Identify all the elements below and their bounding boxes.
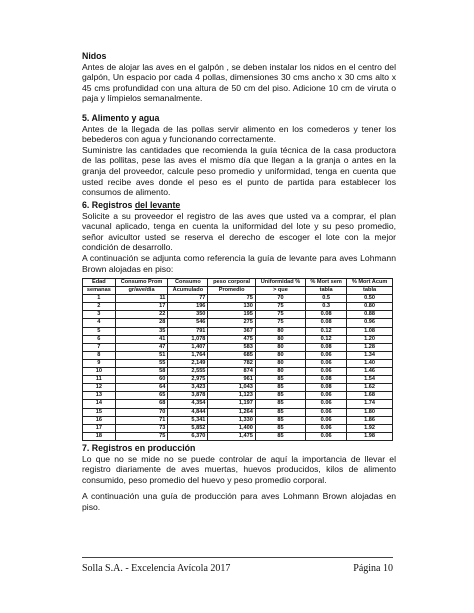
footer-divider: [82, 557, 393, 558]
table-cell: 80: [255, 327, 305, 335]
header-cell: % Mort sem: [306, 279, 347, 287]
table-cell: 0.5: [306, 295, 347, 303]
table-cell: 10: [83, 368, 116, 376]
table-cell: 0.06: [306, 368, 347, 376]
levante-guide-table: [82, 278, 393, 441]
table-cell: 1.98: [347, 432, 393, 440]
table-cell: 14: [83, 400, 116, 408]
table-cell: 0.12: [306, 335, 347, 343]
table-row: [83, 335, 393, 343]
table-cell: 0.80: [347, 303, 393, 311]
table-cell: 85: [255, 384, 305, 392]
table-row: [83, 319, 393, 327]
table-cell: 0.06: [306, 432, 347, 440]
table-cell: 0.06: [306, 416, 347, 424]
table-row: [83, 400, 393, 408]
table-cell: 85: [255, 432, 305, 440]
table-cell: 5: [83, 327, 116, 335]
table-row: [83, 384, 393, 392]
header-cell: Consumo Prom: [115, 279, 168, 287]
title-underlined: del levante: [134, 200, 181, 210]
table-cell: 75: [208, 295, 255, 303]
table-cell: 1.34: [347, 351, 393, 359]
table-cell: 80: [255, 359, 305, 367]
header-cell: tabla: [306, 287, 347, 295]
table-cell: 5,852: [168, 424, 208, 432]
table-row: [83, 311, 393, 319]
header-cell: % Mort Acum: [347, 279, 393, 287]
table-cell: 5,341: [168, 416, 208, 424]
table-cell: 0.06: [306, 408, 347, 416]
table-row: [83, 327, 393, 335]
table-cell: 1.74: [347, 400, 393, 408]
table-cell: 1.92: [347, 424, 393, 432]
table-cell: 0.88: [347, 311, 393, 319]
paragraph-nidos: Antes de alojar las aves en el galpón , se deben instalar los nidos en el centro del galpón, Un espacio por cada 4 pollas, dimensiones 30 cms ancho x 30 cms alto x 45 cms profundidad con una altura de 50 cm del piso. Adicione 10 cm de viruta o paja y límpielos semanalmente.: [82, 61, 396, 104]
table-cell: 1,400: [208, 424, 255, 432]
table-cell: 782: [208, 359, 255, 367]
table-cell: 65: [115, 392, 168, 400]
table-cell: 0.50: [347, 295, 393, 303]
header-cell: > que: [255, 287, 305, 295]
table-cell: 85: [255, 416, 305, 424]
table-cell: 350: [168, 311, 208, 319]
table-cell: 1.46: [347, 368, 393, 376]
table-row: [83, 368, 393, 376]
table-cell: 0.08: [306, 319, 347, 327]
table-cell: 77: [168, 295, 208, 303]
table-cell: 1,078: [168, 335, 208, 343]
table-cell: 13: [83, 392, 116, 400]
table-cell: 7: [83, 343, 116, 351]
table-cell: 2,555: [168, 368, 208, 376]
table-cell: 75: [255, 303, 305, 311]
table-cell: 85: [255, 376, 305, 384]
header-cell: Promedio: [208, 287, 255, 295]
paragraph-alimento-1: Antes de la llegada de las pollas servir alimento en los comederos y tener los bebederos con agua y funcionando correctamente.: [82, 123, 396, 145]
table-cell: 9: [83, 359, 116, 367]
table-cell: 11: [115, 295, 168, 303]
table-cell: 0.08: [306, 376, 347, 384]
table-cell: 71: [115, 416, 168, 424]
table-cell: 1.40: [347, 359, 393, 367]
table-cell: 70: [255, 295, 305, 303]
table-row: [83, 359, 393, 367]
table-cell: 3,878: [168, 392, 208, 400]
paragraph-levante-1: Solicite a su proveedor el registro de las aves que usted va a comprar, el plan vacunal aplicado, tenga en cuenta la uniformidad del lote y su peso promedio, señor avicultor usted se reserva el derecho de escoger el lote con la mejor condición de desarrollo.: [82, 210, 396, 253]
table-cell: 1.08: [347, 327, 393, 335]
table-cell: 367: [208, 327, 255, 335]
table-cell: 961: [208, 376, 255, 384]
table-cell: 2: [83, 303, 116, 311]
table-cell: 60: [115, 376, 168, 384]
table-cell: 85: [255, 400, 305, 408]
table-cell: 1.54: [347, 376, 393, 384]
table-cell: 80: [255, 351, 305, 359]
table-cell: 1,330: [208, 416, 255, 424]
table-cell: 75: [255, 319, 305, 327]
table-cell: 1,043: [208, 384, 255, 392]
table-cell: 15: [83, 408, 116, 416]
table-cell: 0.06: [306, 400, 347, 408]
table-row: [83, 303, 393, 311]
header-cell: peso corporal: [208, 279, 255, 287]
table-cell: 1: [83, 295, 116, 303]
table-row: [83, 376, 393, 384]
table-cell: 0.08: [306, 343, 347, 351]
table-cell: 195: [208, 311, 255, 319]
table-row: [83, 432, 393, 440]
table-cell: 1,197: [208, 400, 255, 408]
table-row: [83, 392, 393, 400]
table-cell: 6: [83, 335, 116, 343]
table-cell: 1,264: [208, 408, 255, 416]
table-cell: 0.06: [306, 392, 347, 400]
section-produccion: [82, 443, 396, 513]
table-cell: 1.86: [347, 416, 393, 424]
table-cell: 685: [208, 351, 255, 359]
section-alimento: [82, 113, 396, 198]
table-cell: 1.28: [347, 343, 393, 351]
paragraph-produccion-2: A continuación una guía de producción para aves Lohmann Brown alojadas en piso.: [82, 491, 396, 512]
table-cell: 35: [115, 327, 168, 335]
header-cell: Uniformidad %: [255, 279, 305, 287]
table-cell: 75: [255, 311, 305, 319]
table-cell: 874: [208, 368, 255, 376]
table-cell: 75: [115, 432, 168, 440]
table-cell: 2,975: [168, 376, 208, 384]
table-cell: 80: [255, 335, 305, 343]
table-cell: 3: [83, 311, 116, 319]
paragraph-alimento-2: Suministre las cantidades que recomienda la guía técnica de la casa productora de las pollitas, pese las aves el mismo día que llegan a la granja o antes en la granja del proveedor, calcule peso promedio y uniformidad, tenga en cuenta que usted recibe aves donde el peso es el punto de partida para establecer los consumos de alimento.: [82, 144, 396, 198]
table-cell: 68: [115, 400, 168, 408]
table-cell: 791: [168, 327, 208, 335]
table-body: [83, 295, 393, 441]
table-cell: 130: [208, 303, 255, 311]
table-cell: 1.80: [347, 408, 393, 416]
table-cell: 64: [115, 384, 168, 392]
table-cell: 12: [83, 384, 116, 392]
header-cell: semanas: [83, 287, 116, 295]
table-row: [83, 351, 393, 359]
section-title-levante: [82, 200, 396, 211]
table-cell: 0.3: [306, 303, 347, 311]
table-cell: 0.06: [306, 351, 347, 359]
section-title-nidos: Nidos: [82, 51, 107, 61]
table-cell: 6,370: [168, 432, 208, 440]
table-cell: 73: [115, 424, 168, 432]
table-cell: 80: [255, 368, 305, 376]
table-cell: 4,354: [168, 400, 208, 408]
table-cell: 3,423: [168, 384, 208, 392]
table-cell: 85: [255, 408, 305, 416]
header-cell: Consumo: [168, 279, 208, 287]
header-cell: Acumulado: [168, 287, 208, 295]
table-cell: 28: [115, 319, 168, 327]
table-cell: 0.12: [306, 327, 347, 335]
table-cell: 51: [115, 351, 168, 359]
table-cell: 0.06: [306, 359, 347, 367]
header-cell: gr/ave/dia: [115, 287, 168, 295]
table-cell: 546: [168, 319, 208, 327]
table-row: [83, 416, 393, 424]
table-cell: 0.08: [306, 311, 347, 319]
table-cell: 1,123: [208, 392, 255, 400]
table-header-row-2: [83, 287, 393, 295]
table-cell: 1.68: [347, 392, 393, 400]
header-cell: Edad: [83, 279, 116, 287]
table-cell: 85: [255, 392, 305, 400]
section-nidos: [82, 51, 396, 104]
table-cell: 55: [115, 359, 168, 367]
header-cell: tabla: [347, 287, 393, 295]
title-prefix: 6. Registros: [82, 200, 135, 210]
paragraph-produccion-1: Lo que no se mide no se puede controlar de aquí la importancia de llevar el registro diariamente de aves muertas, huevos producidos, kilos de alimento consumido, peso promedio del huevo y peso promedio corporal.: [82, 453, 396, 485]
table-cell: 4: [83, 319, 116, 327]
table-cell: 1,407: [168, 343, 208, 351]
table-cell: 475: [208, 335, 255, 343]
table-cell: 22: [115, 311, 168, 319]
table-row: [83, 408, 393, 416]
table-cell: 18: [83, 432, 116, 440]
section-title-alimento: 5. Alimento y agua: [82, 113, 160, 123]
table-cell: 583: [208, 343, 255, 351]
table-cell: 196: [168, 303, 208, 311]
table-cell: 11: [83, 376, 116, 384]
paragraph-levante-2: A continuación se adjunta como referencia la guía de levante para aves Lohmann Brown alojadas en piso:: [82, 252, 396, 274]
table-cell: 2,149: [168, 359, 208, 367]
table-cell: 1,764: [168, 351, 208, 359]
section-title-produccion: 7. Registros en producción: [82, 443, 196, 453]
footer-page-number: Página 10: [353, 563, 393, 574]
footer-left-text: Solla S.A. - Excelencia Avícola 2017: [82, 563, 231, 574]
table-cell: 47: [115, 343, 168, 351]
table-row: [83, 295, 393, 303]
table-cell: 1,475: [208, 432, 255, 440]
table-header-row-1: [83, 279, 393, 287]
table-cell: 70: [115, 408, 168, 416]
table-cell: 275: [208, 319, 255, 327]
table-cell: 1.62: [347, 384, 393, 392]
table-row: [83, 424, 393, 432]
table-cell: 58: [115, 368, 168, 376]
table-row: [83, 343, 393, 351]
table-cell: 0.08: [306, 384, 347, 392]
table-cell: 85: [255, 424, 305, 432]
table-cell: 1.20: [347, 335, 393, 343]
table-cell: 4,844: [168, 408, 208, 416]
section-registros-levante: [82, 200, 396, 274]
table-cell: 80: [255, 343, 305, 351]
table-cell: 8: [83, 351, 116, 359]
table-cell: 41: [115, 335, 168, 343]
table-cell: 0.96: [347, 319, 393, 327]
table-cell: 17: [115, 303, 168, 311]
table-cell: 0.06: [306, 424, 347, 432]
table-cell: 16: [83, 416, 116, 424]
table-cell: 17: [83, 424, 116, 432]
